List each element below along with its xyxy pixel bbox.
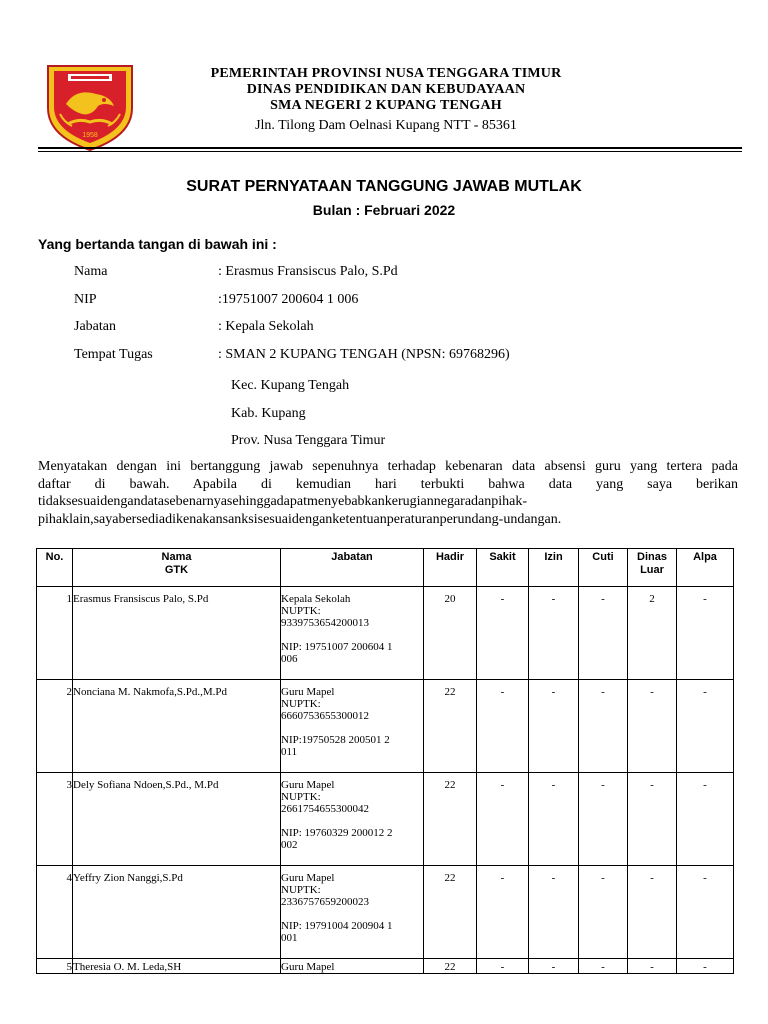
header-jabatan: Jabatan: [281, 549, 424, 587]
government-emblem-logo: [38, 62, 142, 152]
cell-hadir: 22: [424, 959, 477, 974]
cell-nama: Nonciana M. Nakmofa,S.Pd.,M.Pd: [73, 680, 281, 773]
cell-izin: -: [529, 773, 579, 866]
cell-no: 1: [37, 587, 73, 680]
statement-line-4: pihaklain,sayabersediadikenakansanksisesuaidenganketentuanperaturanperundang-undangan.: [38, 511, 562, 527]
cell-no: 2: [37, 680, 73, 773]
header-hadir: Hadir: [424, 549, 477, 587]
cell-jabatan: Guru Mapel NUPTK: 6660753655300012 NIP:19750528 200501 2 011: [281, 680, 424, 773]
cell-cuti: -: [579, 773, 628, 866]
header-nama-gtk: Nama GTK: [73, 549, 281, 587]
cell-sakit: -: [477, 587, 529, 680]
cell-alpa: -: [677, 587, 734, 680]
cell-hadir: 22: [424, 680, 477, 773]
cell-dinas-luar: 2: [628, 587, 677, 680]
cell-hadir: 22: [424, 866, 477, 959]
cell-sakit: -: [477, 773, 529, 866]
cell-alpa: -: [677, 680, 734, 773]
cell-sakit: -: [477, 680, 529, 773]
letterhead-rule-thin: [38, 151, 742, 152]
cell-no: 4: [37, 866, 73, 959]
letterhead: [168, 66, 604, 135]
cell-nama: Erasmus Fransiscus Palo, S.Pd: [73, 587, 281, 680]
letterhead-line-3: SMA NEGERI 2 KUPANG TENGAH: [270, 98, 502, 113]
header-alpa: Alpa: [677, 549, 734, 587]
table-row: [37, 866, 734, 959]
cell-hadir: 22: [424, 773, 477, 866]
document-title: SURAT PERNYATAAN TANGGUNG JAWAB MUTLAK: [186, 178, 582, 195]
cell-jabatan: Guru Mapel NUPTK: 2661754655300042 NIP: 19760329 200012 2 002: [281, 773, 424, 866]
address-line-kabupaten: Kab. Kupang: [231, 406, 306, 421]
cell-izin: -: [529, 866, 579, 959]
cell-nama: Dely Sofiana Ndoen,S.Pd., M.Pd: [73, 773, 281, 866]
statement-line-2: daftar di bawah. Apabila di kemudian hari terbukti bahwa data yang saya berikan: [38, 476, 738, 492]
field-label-nama: Nama: [74, 264, 108, 279]
cell-jabatan: Guru Mapel NUPTK: 2336757659200023 NIP: 19791004 200904 1 001: [281, 866, 424, 959]
address-line-kecamatan: Kec. Kupang Tengah: [231, 378, 350, 393]
field-value-nip: :19751007 200604 1 006: [218, 292, 359, 307]
cell-no: 5: [37, 959, 73, 974]
cell-dinas-luar: -: [628, 680, 677, 773]
cell-izin: -: [529, 959, 579, 974]
table-row: [37, 680, 734, 773]
cell-alpa: -: [677, 959, 734, 974]
cell-cuti: -: [579, 587, 628, 680]
letterhead-address: Jln. Tilong Dam Oelnasi Kupang NTT - 85361: [255, 118, 517, 133]
cell-alpa: -: [677, 773, 734, 866]
header-izin: Izin: [529, 549, 579, 587]
letterhead-line-2: DINAS PENDIDIKAN DAN KEBUDAYAAN: [246, 82, 526, 97]
attendance-table: [36, 548, 734, 974]
field-value-jabatan: : Kepala Sekolah: [218, 319, 314, 334]
cell-jabatan: Kepala Sekolah NUPTK: 9339753654200013 NIP: 19751007 200604 1 006: [281, 587, 424, 680]
cell-dinas-luar: -: [628, 959, 677, 974]
cell-no: 3: [37, 773, 73, 866]
cell-cuti: -: [579, 680, 628, 773]
field-label-jabatan: Jabatan: [74, 319, 116, 334]
document-subtitle: Bulan : Februari 2022: [312, 202, 456, 218]
cell-izin: -: [529, 680, 579, 773]
cell-alpa: -: [677, 866, 734, 959]
field-label-tempat-tugas: Tempat Tugas: [74, 347, 153, 362]
cell-cuti: -: [579, 866, 628, 959]
logo-year-text: 1958: [82, 132, 98, 139]
cell-cuti: -: [579, 959, 628, 974]
field-value-tempat-tugas: : SMAN 2 KUPANG TENGAH (NPSN: 69768296): [218, 347, 510, 362]
letterhead-rule-thick: [38, 147, 742, 149]
table-header-row: [37, 549, 734, 587]
cell-dinas-luar: -: [628, 866, 677, 959]
letterhead-line-1: PEMERINTAH PROVINSI NUSA TENGGARA TIMUR: [210, 66, 562, 81]
field-value-nama: : Erasmus Fransiscus Palo, S.Pd: [218, 264, 398, 279]
statement-line-1: Menyatakan dengan ini bertanggung jawab sepenuhnya terhadap kebenaran data absensi guru yang tertera pada: [38, 459, 738, 474]
header-cuti: Cuti: [579, 549, 628, 587]
header-sakit: Sakit: [477, 549, 529, 587]
header-dinas-luar: Dinas Luar: [628, 549, 677, 587]
statement-paragraph: [38, 458, 738, 528]
table-row: [37, 773, 734, 866]
statement-line-3: tidaksesuaidengandatasebenarnyasehinggadapatmenyebabkankerugiannegaradanpihak-: [38, 494, 528, 509]
cell-sakit: -: [477, 959, 529, 974]
field-label-nip: NIP: [74, 292, 97, 307]
cell-izin: -: [529, 587, 579, 680]
cell-nama: Theresia O. M. Leda,SH: [73, 959, 281, 974]
cell-jabatan: Guru Mapel: [281, 959, 424, 974]
table-row: [37, 587, 734, 680]
intro-text: Yang bertanda tangan di bawah ini :: [38, 236, 277, 252]
cell-sakit: -: [477, 866, 529, 959]
table-row: [37, 959, 734, 974]
cell-dinas-luar: -: [628, 773, 677, 866]
address-line-provinsi: Prov. Nusa Tenggara Timur: [231, 433, 386, 448]
cell-hadir: 20: [424, 587, 477, 680]
header-no: No.: [37, 549, 73, 587]
cell-nama: Yeffry Zion Nanggi,S.Pd: [73, 866, 281, 959]
